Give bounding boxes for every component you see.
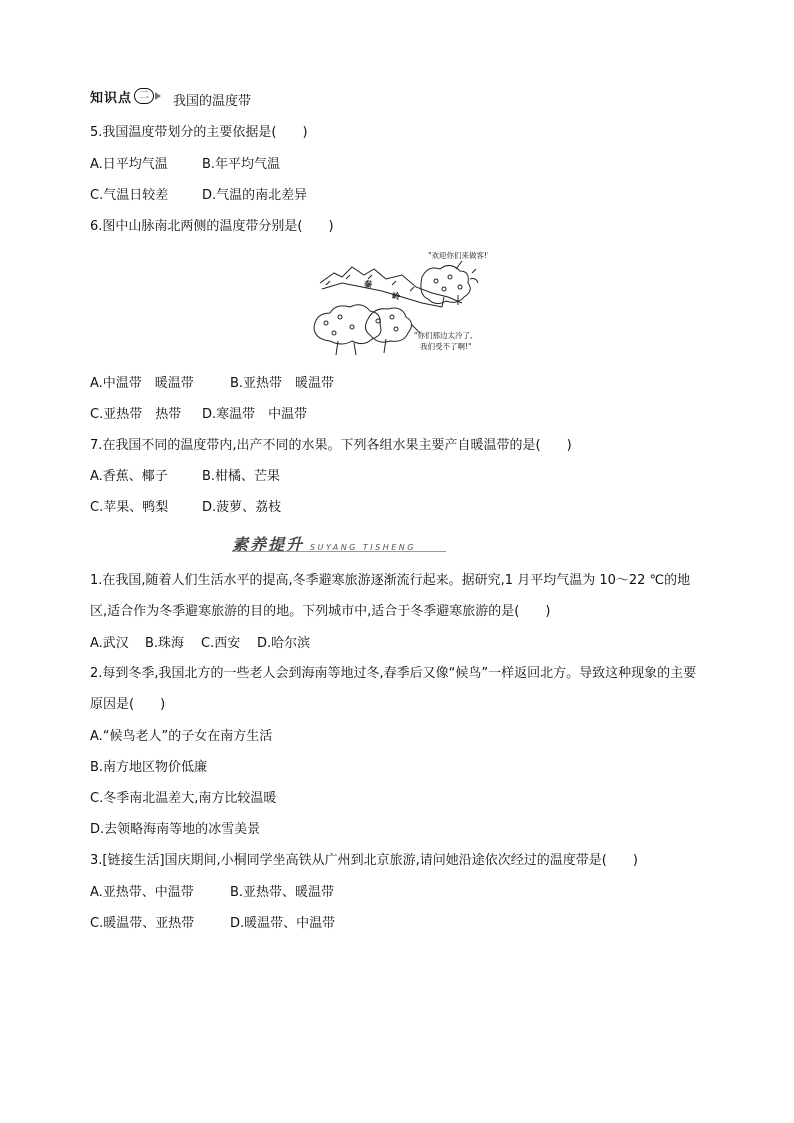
option-c[interactable]: C.西安 (201, 636, 241, 651)
part2-question-3-stem: 3.[链接生活]国庆期间,小桐同学坐高铁从广州到北京旅游,请问她沿途依次经过的温度带是( ) (90, 853, 638, 868)
knowledge-point-title: 我国的温度带 (173, 93, 252, 109)
option-a[interactable]: A.日平均气温 (90, 157, 168, 172)
option-a[interactable]: A.香蕉、椰子 (90, 469, 168, 484)
part2-question-2-option-b[interactable]: B.南方地区物价低廉 (90, 760, 208, 775)
option-b[interactable]: B.柑橘、芒果 (202, 469, 281, 484)
option-a[interactable]: A.中温带 暖温带 (90, 376, 194, 391)
question-5-stem: 5.我国温度带划分的主要依据是( ) (90, 125, 308, 140)
question-5-options-row-2 (90, 188, 307, 204)
option-b[interactable]: B.亚热带、暖温带 (230, 885, 335, 900)
option-d[interactable]: D.哈尔滨 (257, 636, 311, 651)
option-d[interactable]: D.暖温带、中温带 (230, 916, 336, 931)
mountain-label-qin: 秦 (364, 280, 372, 289)
part2-question-3-options-row-1 (90, 885, 334, 901)
knowledge-point-header (90, 87, 252, 109)
option-c[interactable]: C.苹果、鸭梨 (90, 500, 169, 515)
qinling-cartoon-svg (312, 245, 488, 360)
speech-bottom-line-1: "你们那边太冷了, (414, 331, 473, 340)
question-7-options-row-2 (90, 500, 281, 516)
section-underline (232, 551, 446, 552)
option-b[interactable]: B.珠海 (145, 636, 185, 651)
triangle-arrow-icon (155, 92, 161, 100)
section-title-cn: 素养提升 (232, 535, 305, 554)
question-7-stem: 7.在我国不同的温度带内,出产不同的水果。下列各组水果主要产自暖温带的是( ) (90, 438, 572, 453)
mountain-label-ling: 岭 (392, 292, 400, 301)
option-b[interactable]: B.年平均气温 (202, 157, 281, 172)
speech-top-text: "欢迎你们来做客!" (428, 251, 488, 260)
question-6-options-row-1 (90, 376, 334, 392)
option-b[interactable]: B.亚热带 暖温带 (230, 376, 335, 391)
option-a[interactable]: A.亚热带、中温带 (90, 885, 194, 900)
option-c[interactable]: C.暖温带、亚热带 (90, 916, 195, 931)
speech-bottom-line-2: 我们受不了啊!" (420, 342, 472, 351)
option-d[interactable]: D.气温的南北差异 (202, 188, 308, 203)
part2-question-2-option-c[interactable]: C.冬季南北温差大,南方比较温暖 (90, 791, 277, 806)
option-d[interactable]: D.菠萝、荔枝 (202, 500, 282, 515)
option-c[interactable]: C.气温日较差 (90, 188, 169, 203)
part2-question-2-option-d[interactable]: D.去领略海南等地的冰雪美景 (90, 822, 261, 837)
option-c[interactable]: C.亚热带 热带 (90, 407, 182, 422)
question-7-options-row-1 (90, 469, 280, 485)
question-6-stem: 6.图中山脉南北两侧的温度带分别是( ) (90, 219, 334, 234)
section-title-en: SUYANG TISHENG (310, 543, 416, 552)
knowledge-point-label: 知识点 (90, 90, 133, 106)
option-a[interactable]: A.武汉 (90, 636, 129, 651)
part2-question-1-stem: 1.在我国,随着人们生活水平的提高,冬季避寒旅游逐渐流行起来。据研究,1 月平均气温为 10～22 ℃的地区,适合作为冬季避寒旅游的目的地。下列城市中,适合于冬季避寒旅游的是( ) (90, 573, 691, 619)
question-5-options-row-1 (90, 157, 280, 173)
question-6-options-row-2 (90, 407, 307, 423)
qinling-cartoon-figure (312, 245, 488, 360)
knowledge-point-number-badge: 二 (134, 88, 154, 104)
part2-question-1-options (90, 636, 310, 652)
part2-question-3-options-row-2 (90, 916, 335, 932)
part2-question-2-stem: 2.每到冬季,我国北方的一些老人会到海南等地过冬,春季后又像“候鸟”一样返回北方。导致这种现象的主要原因是( ) (90, 666, 697, 712)
part2-question-2-option-a[interactable]: A.“候鸟老人”的子女在南方生活 (90, 729, 273, 744)
option-d[interactable]: D.寒温带 中温带 (202, 407, 308, 422)
